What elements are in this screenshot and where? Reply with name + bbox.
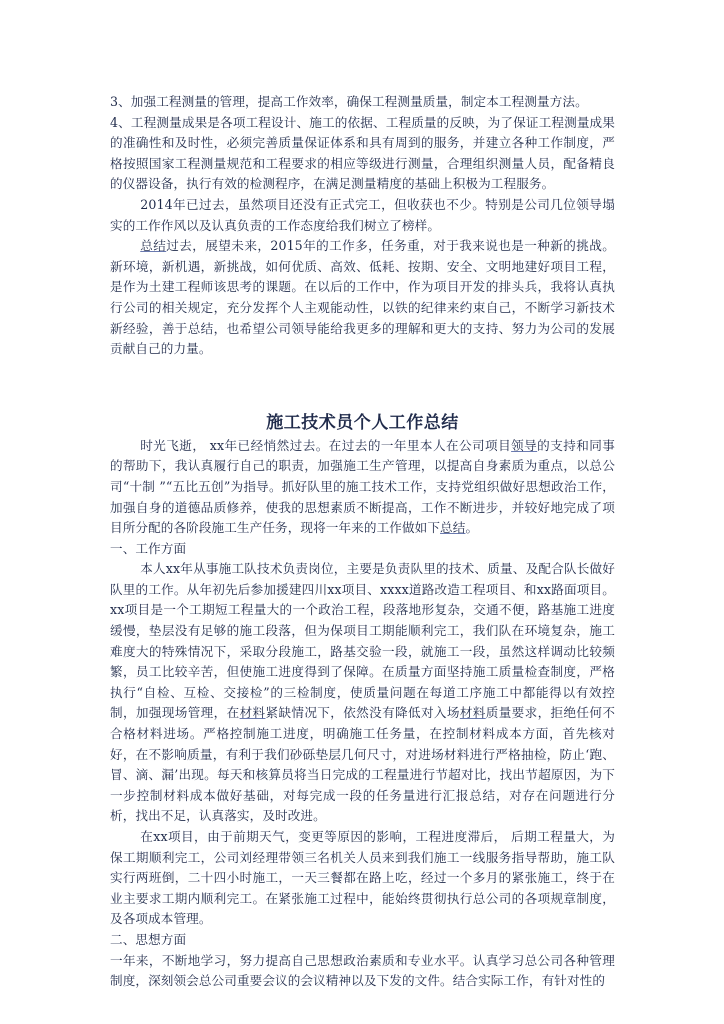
document-title: 施工技术员个人工作总结 — [266, 412, 459, 433]
paragraph-2014-review: 2014年已过去，虽然项目还没有正式完工，但收获也不少。特别是公司几位领导塌实的工作作风以及认真负责的工作态度给我们树立了榜样。 — [110, 196, 615, 233]
paragraph-thought: 一年来，不断地学习，努力提高自己思想政治素质和专业水平。认真学习总公司各种管理制度，深刻领会总公司重要会议的会议精神以及下发的文件。结合实际工作，有针对性的 — [110, 952, 615, 989]
intro-text-3: 。 — [465, 520, 479, 536]
work-text-3: 质量要求，拒绝任何不合格材料进场。严格控制施工进度，明确施工任务量，在控制材料成本方面，首先核对好，在不影响质量，有利于我们砂砾垫层几何尺寸，对进场材料进行严格抽检，防止‘跑、冒、滴、漏’出现。每天和核算员将当日完成的工程量进行节超对比，找出节超原因，为下一步控制材料成本做好基础，对每完成一段的任务量进行汇报总结，对存在问题进行分析，找出不足，认真落实，及时改进。 — [110, 705, 616, 824]
summary-text: 过去，展望未来，2015年的工作多，任务重，对于我来说也是一种新的挑战。新环境，新机遇，新挑战，如何优质、高效、低耗、按期、安全、文明地建好项目工程，是作为土建工程师该思考的课题。在以后的工作中，作为项目开发的排头兵，我将认真执行公司的相关规定，充分发挥个人主观能动性，以铁的纪律来约束自己，不断学习新技术新经验，善于总结，也希望公司领导能给我更多的理解和更大的支持、努力为公司的发展贡献自己的力量。 — [110, 238, 616, 357]
paragraph-work — [110, 559, 615, 827]
paragraph-xx-project: 在xx项目，由于前期天气，变更等原因的影响，工程进度滞后， 后期工程量大，为保工期顺利完工，公司刘经理带领三名机关人员来到我们施工一线服务指导帮助，施工队实行两班倒，二十四小时施工，一天三餐都在路上吃，经过一个多月的紧张施工，终于在业主要求工期内顺利完工。在紧张施工过程中，能始终贯彻执行总公司的各项规章制度，及各项成本管理。 — [110, 829, 615, 927]
summary-link[interactable]: 总结 — [140, 238, 167, 254]
work-text-1: 本人xx年从事施工队技术负责岗位，主要是负责队里的技术、质量、及配合队长做好队里的工作。从年初先后参加援建四川xx项目、xxxx道路改造工程项目、和xx路面项目。xx项目是一个工期短工程量大的一个政治工程，段落地形复杂，交通不便，路基施工进度缓慢，垫层没有足够的施工段落，但为保项目工期能顺利完工，我们队在环境复杂，施工难度大的特殊情况下，采取分段施工，路基交验一段，就施工一段，虽然这样调动比较频繁，员工比较辛苦，但使施工进度得到了保障。在质量方面坚持施工质量检查制度，严格执行“自检、互检、交接检”的三检制度，使质量问题在每道工序施工中都能得以有效控制，加强现场管理，在 — [110, 561, 615, 721]
paragraph-summary-outlook — [110, 236, 615, 360]
material-link-2[interactable]: 材料 — [459, 705, 486, 721]
intro-text-1: 时光飞逝， xx年已经悄然过去。在过去的一年里本人在公司项目 — [140, 437, 512, 453]
document-body — [110, 92, 615, 992]
section-heading-thought: 二、思想方面 — [110, 931, 187, 947]
section-heading-work: 一、工作方面 — [110, 540, 187, 556]
section-gap — [110, 360, 615, 410]
paragraph-intro — [110, 436, 615, 539]
material-link-1[interactable]: 材料 — [239, 705, 266, 721]
paragraph-item-3: 3、加强工程测量的管理，提高工作效率，确保工程测量质量，制定本工程测量方法。 — [110, 94, 588, 109]
leader-link[interactable]: 领导 — [511, 437, 538, 453]
work-text-2: 紧缺情况下，依然没有降低对入场 — [265, 705, 460, 721]
paragraph-item-4: 4、工程测量成果是各项工程设计、施工的依据、工程质量的反映，为了保证工程测量成果的准确性和及时性，必须完善质量保证体系和具有周到的服务，并建立各种工作制度，严格按照国家工程测量规范和工程要求的相应等级进行测量，合理组织测量人员，配备精良的仪器设备，执行有效的检测程序，在满足测量精度的基础上积极为工程服务。 — [110, 114, 615, 192]
summary-link-2[interactable]: 总结 — [440, 520, 466, 536]
intro-text-2: 的支持和同事的帮助下，我认真履行自己的职责，加强施工生产管理，以提高自身素质为重点，以总公司“十制 ”“五比五创”为指导。抓好队里的施工技术工作，支持党组织做好思想政治工作，加强自身的道德品质修养，使我的思想素质不断提高，工作不断进步，并较好地完成了项目所分配的各阶段施工生产任务，现将一年来的工作做如下 — [110, 437, 615, 536]
